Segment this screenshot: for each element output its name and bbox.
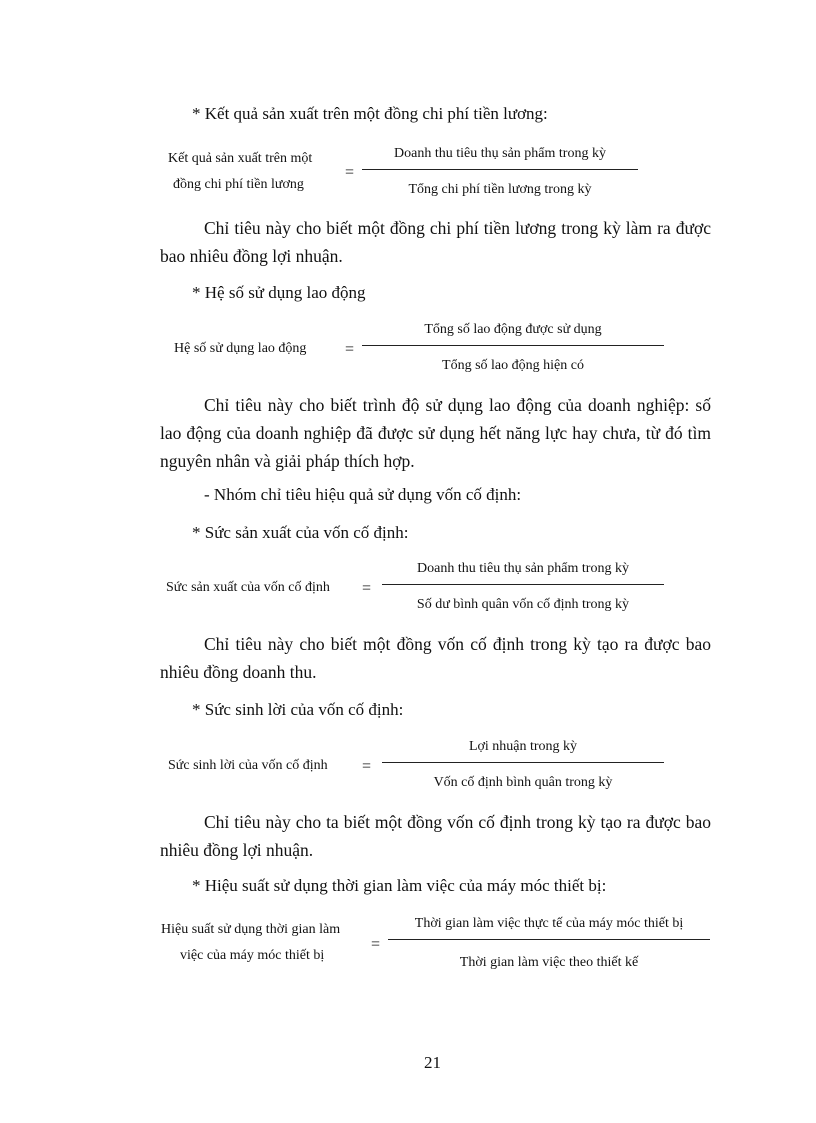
formula-numerator: Doanh thu tiêu thụ sản phẩm trong kỳ [394,146,606,161]
paragraph-line: Chỉ tiêu này cho biết trình độ sử dụng lao động của doanh nghiệp: số [204,395,711,415]
section-heading-wage-productivity: * Kết quả sản xuất trên một đồng chi phí tiền lương: [192,104,548,123]
section-heading-machine-time-efficiency: * Hiệu suất sử dụng thời gian làm việc của máy móc thiết bị: [192,876,607,895]
equals-sign: = [362,580,372,597]
paragraph-line: Chỉ tiêu này cho ta biết một đồng vốn cố định trong kỳ tạo ra được bao [204,812,711,832]
paragraph-line: nhiêu đồng doanh thu. [160,662,317,682]
paragraph-line: bao nhiêu đồng lợi nhuận. [160,246,343,266]
formula-denominator: Thời gian làm việc theo thiết kế [459,955,639,970]
page-number: 21 [424,1053,441,1072]
formula-denominator: Số dư bình quân vốn cố định trong kỳ [416,597,630,612]
paragraph-line: Chỉ tiêu này cho biết một đồng chi phí tiền lương trong kỳ làm ra được [204,218,711,238]
section-heading-labor-usage: * Hệ số sử dụng lao động [192,283,366,302]
formula-lhs: Sức sinh lời của vốn cố định [168,758,328,773]
equals-sign: = [371,936,381,953]
formula-lhs-line2: việc của máy móc thiết bị [180,948,325,963]
paragraph-line: Chỉ tiêu này cho biết một đồng vốn cố định trong kỳ tạo ra được bao [204,634,711,654]
paragraph-profit-explanation [160,808,711,864]
formula-lhs: Hệ số sử dụng lao động [174,341,307,356]
formula-denominator: Tổng chi phí tiền lương trong kỳ [408,182,592,197]
paragraph-line: nguyên nhân và giải pháp thích hợp. [160,451,415,471]
fraction-bar [362,169,638,170]
formula-numerator: Thời gian làm việc thực tế của máy móc thiết bị [414,916,684,931]
formula-numerator: Tổng số lao động được sử dụng [424,322,602,337]
formula-denominator: Tổng số lao động hiện có [442,358,584,373]
section-heading-fixed-capital-profit: * Sức sinh lời của vốn cố định: [192,700,404,719]
fraction-bar [382,762,664,763]
formula-lhs: Sức sản xuất của vốn cố định [166,580,330,595]
formula-denominator: Vốn cố định bình quân trong kỳ [433,775,613,790]
paragraph-wage-explanation [160,214,711,270]
fraction-bar [362,345,664,346]
equals-sign: = [345,341,355,358]
formula-lhs-line1: Kết quả sản xuất trên một [168,151,313,166]
paragraph-line: nhiêu đồng lợi nhuận. [160,840,314,860]
formula-lhs-line1: Hiệu suất sử dụng thời gian làm [161,922,341,937]
formula-lhs-line2: đồng chi phí tiền lương [173,177,304,192]
formula-numerator: Doanh thu tiêu thụ sản phẩm trong kỳ [417,561,629,576]
section-heading-fixed-capital-output: * Sức sản xuất của vốn cố định: [192,523,409,542]
equals-sign: = [362,758,372,775]
paragraph-output-explanation [160,630,711,686]
formula-numerator: Lợi nhuận trong kỳ [468,739,578,754]
fraction-bar [382,584,664,585]
fraction-bar [388,939,710,940]
paragraph-labor-explanation [160,391,711,475]
paragraph-line: lao động của doanh nghiệp đã được sử dụng hết năng lực hay chưa, từ đó tìm [160,423,711,443]
equals-sign: = [345,164,355,181]
group-heading-fixed-capital: - Nhóm chỉ tiêu hiệu quả sử dụng vốn cố định: [204,485,522,504]
